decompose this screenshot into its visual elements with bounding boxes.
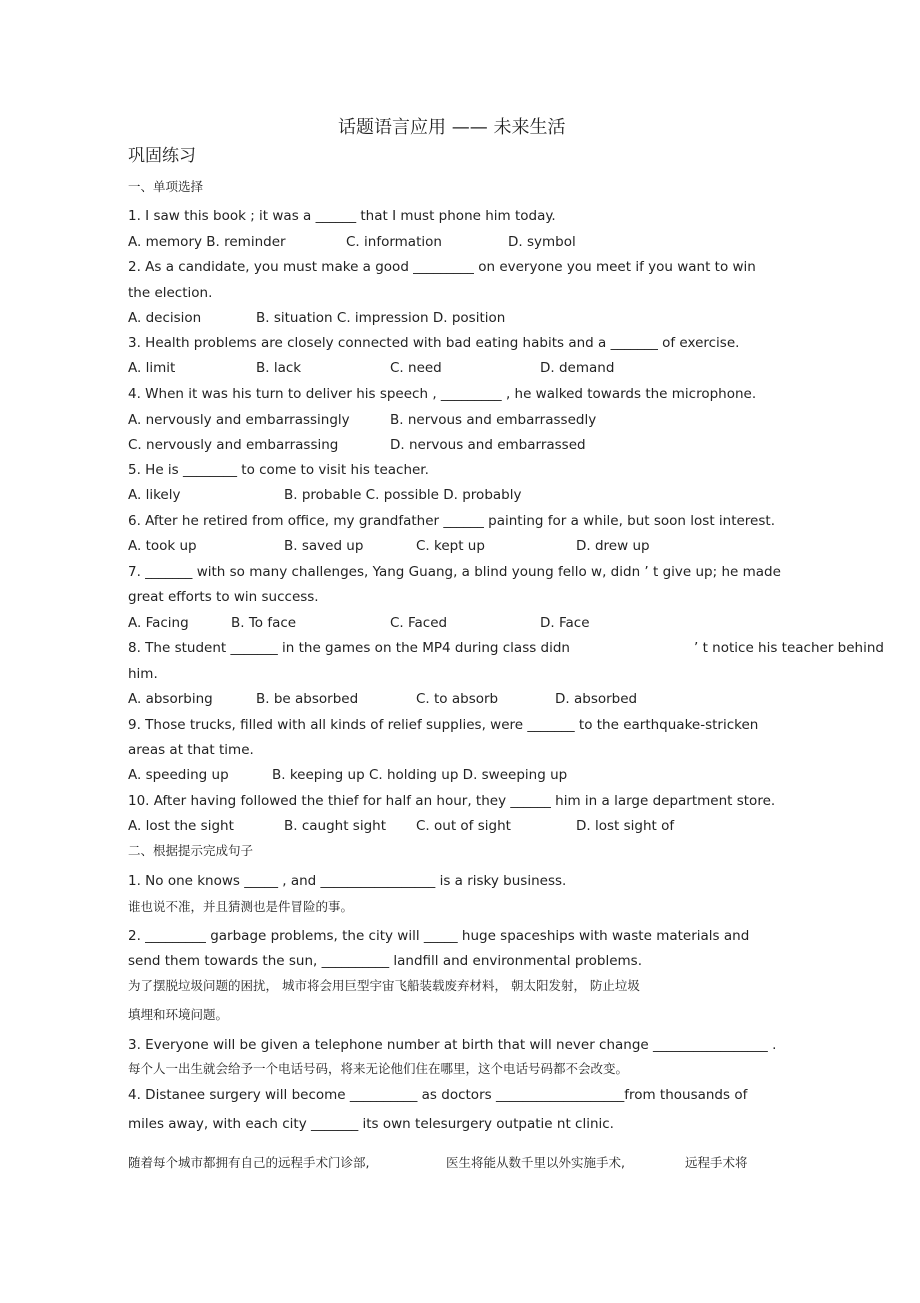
option-q8-c: C. to absorb	[416, 691, 499, 707]
option-q7-d: D. Face	[540, 615, 590, 631]
option-q8-d: D. absorbed	[555, 691, 638, 707]
sentence-4-chinese-part2: 医生将能从数千里以外实施手术,	[446, 1155, 625, 1170]
question-7-cont: great efforts to win success.	[128, 589, 319, 605]
option-q6-d: D. drew up	[576, 538, 650, 554]
question-8-tail: ’ t notice his teacher behind	[694, 640, 884, 656]
option-q9-bcd: B. keeping up C. holding up D. sweeping up	[272, 767, 568, 783]
option-q3-a: A. limit	[128, 360, 176, 376]
option-q9-a: A. speeding up	[128, 767, 229, 783]
option-q3-d: D. demand	[540, 360, 615, 376]
option-q8-a: A. absorbing	[128, 691, 213, 707]
option-q3-b: B. lack	[256, 360, 302, 376]
option-q2-a: A. decision	[128, 310, 202, 326]
page-title: 话题语言应用 —— 未来生活	[338, 117, 566, 138]
sentence-3-chinese: 每个人一出生就会给予一个电话号码，将来无论他们住在哪里，这个电话号码都不会改变。	[128, 1061, 629, 1076]
sentence-2-chinese: 为了摆脱垃圾问题的困扰， 城市将会用巨型宇宙飞船装载废弃材料， 朝太阳发射， 防止垃圾	[128, 978, 640, 993]
option-q10-a: A. lost the sight	[128, 818, 234, 834]
option-q4-d: D. nervous and embarrassed	[390, 437, 586, 453]
option-q7-b: B. To face	[231, 615, 297, 631]
option-q5-bcd: B. probable C. possible D. probably	[284, 487, 522, 503]
question-5: 5. He is ________ to come to visit his teacher.	[128, 462, 429, 478]
section-title-sentences: 二、根据提示完成句子	[128, 843, 254, 858]
option-q2-bcd: B. situation C. impression D. position	[256, 310, 506, 326]
question-2: 2. As a candidate, you must make a good _________ on everyone you meet if you want to win	[128, 259, 756, 275]
question-7: 7. _______ with so many challenges, Yang Guang, a blind young fello w, didn ’ t give up; he made	[128, 564, 781, 580]
option-q1-ab: A. memory B. reminder	[128, 234, 286, 250]
option-q6-b: B. saved up	[284, 538, 364, 554]
section-title-choice: 一、单项选择	[128, 179, 204, 194]
sentence-1-chinese: 谁也说不准，并且猜测也是件冒险的事。	[128, 899, 354, 914]
option-q10-c: C. out of sight	[416, 818, 511, 834]
option-q7-a: A. Facing	[128, 615, 189, 631]
section-heading: 巩固练习	[128, 146, 196, 166]
question-10: 10. After having followed the thief for half an hour, they ______ him in a large department store.	[128, 793, 776, 809]
option-q4-c: C. nervously and embarrassing	[128, 437, 339, 453]
option-q8-b: B. be absorbed	[256, 691, 359, 707]
question-8: 8. The student _______ in the games on the MP4 during class didn	[128, 640, 570, 656]
sentence-3-english: 3. Everyone will be given a telephone number at birth that will never change _________________ .	[128, 1037, 777, 1053]
option-q10-d: D. lost sight of	[576, 818, 675, 834]
sentence-2-english: 2. _________ garbage problems, the city will _____ huge spaceships with waste materials and	[128, 928, 750, 944]
question-8-cont: him.	[128, 666, 158, 682]
option-q6-a: A. took up	[128, 538, 197, 554]
question-9: 9. Those trucks, filled with all kinds of relief supplies, were _______ to the earthquake-stricken	[128, 717, 759, 733]
question-3: 3. Health problems are closely connected with bad eating habits and a _______ of exercise.	[128, 335, 740, 351]
sentence-1-english: 1. No one knows _____ , and _________________ is a risky business.	[128, 873, 567, 889]
option-q1-c: C. information	[346, 234, 442, 250]
option-q4-b: B. nervous and embarrassedly	[390, 412, 597, 428]
sentence-4-english: 4. Distanee surgery will become __________ as doctors ___________________from thousands of	[128, 1087, 748, 1103]
question-1: 1. I saw this book ; it was a ______ that I must phone him today.	[128, 208, 556, 224]
option-q4-a: A. nervously and embarrassingly	[128, 412, 350, 428]
question-6: 6. After he retired from office, my grandfather ______ painting for a while, but soon lost interest.	[128, 513, 775, 529]
question-4: 4. When it was his turn to deliver his speech , _________ , he walked towards the microphone.	[128, 386, 757, 402]
option-q1-d: D. symbol	[508, 234, 576, 250]
option-q10-b: B. caught sight	[284, 818, 387, 834]
question-2-cont: the election.	[128, 285, 213, 301]
sentence-4-chinese-part1: 随着每个城市都拥有自己的远程手术门诊部,	[128, 1155, 370, 1170]
sentence-4-chinese-part3: 远程手术将	[685, 1155, 748, 1170]
sentence-2-english-cont: send them towards the sun, __________ landfill and environmental problems.	[128, 953, 643, 969]
sentence-4-english-cont: miles away, with each city _______ its own telesurgery outpatie nt clinic.	[128, 1116, 614, 1132]
question-9-cont: areas at that time.	[128, 742, 254, 758]
option-q5-a: A. likely	[128, 487, 181, 503]
option-q7-c: C. Faced	[390, 615, 448, 631]
option-q6-c: C. kept up	[416, 538, 485, 554]
option-q3-c: C. need	[390, 360, 442, 376]
sentence-2-chinese-cont: 填埋和环境问题。	[128, 1007, 229, 1022]
